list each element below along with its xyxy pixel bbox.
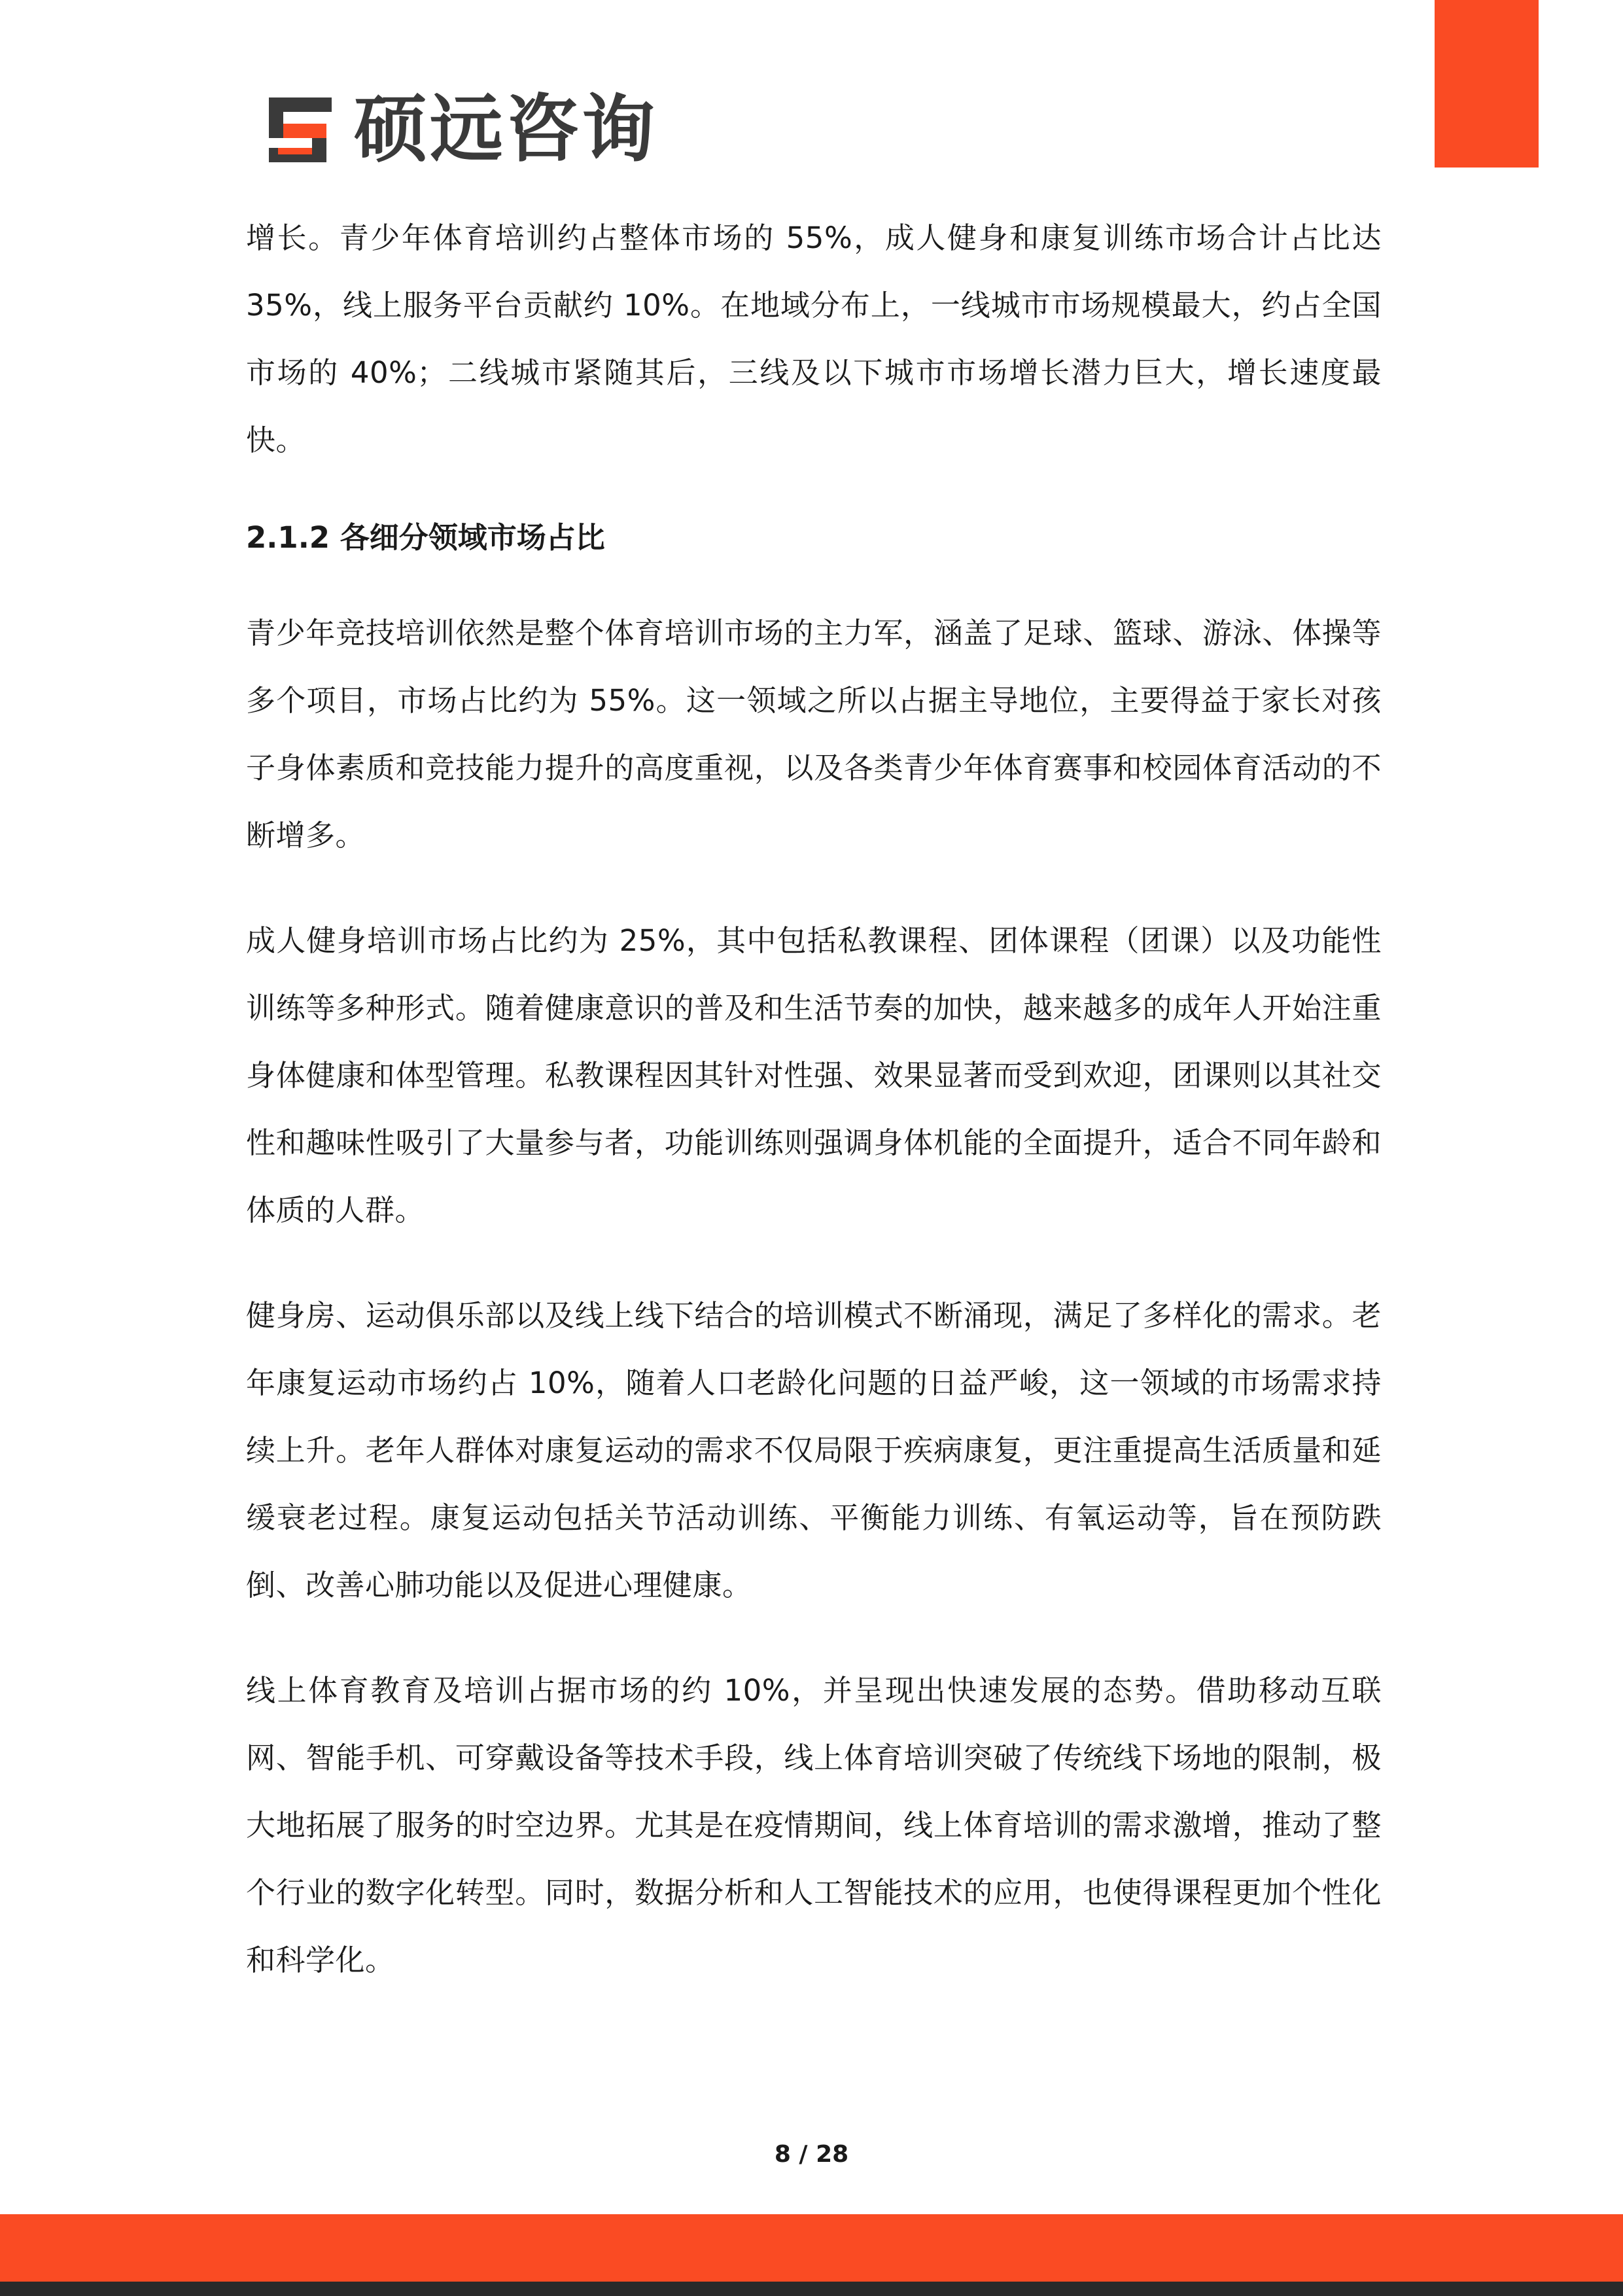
- corner-accent-block: [1435, 0, 1539, 168]
- logo-text: 硕远咨询: [354, 87, 657, 172]
- page-number: 8 / 28: [774, 2141, 849, 2168]
- document-body: [246, 204, 1382, 1994]
- paragraph: 健身房、运动俱乐部以及线上线下结合的培训模式不断涌现，满足了多样化的需求。老年康复运动市场约占 10%，随着人口老龄化问题的日益严峻，这一领域的市场需求持续上升。老年人群体对康复运动的需求不仅局限于疾病康复，更注重提高生活质量和延缓衰老过程。康复运动包括关节活动训练、平衡能力训练、有氧运动等，旨在预防跌倒、改善心肺功能以及促进心理健康。: [246, 1298, 1382, 1602]
- s-logo-icon: [264, 92, 342, 168]
- paragraph-continued: 增长。青少年体育培训约占整体市场的 55%，成人健身和康复训练市场合计占比达 35%，线上服务平台贡献约 10%。在地域分布上，一线城市市场规模最大，约占全国市场的 40%；二线城市紧随其后，三线及以下城市市场增长潜力巨大，增长速度最快。: [246, 221, 1382, 457]
- footer-dark-strip: [0, 2282, 1623, 2296]
- section-heading: 2.1.2 各细分领域市场占比: [246, 520, 605, 555]
- paragraph: 成人健身培训市场占比约为 25%，其中包括私教课程、团体课程（团课）以及功能性训练等多种形式。随着健康意识的普及和生活节奏的加快，越来越多的成年人开始注重身体健康和体型管理。私教课程因其针对性强、效果显著而受到欢迎，团课则以其社交性和趣味性吸引了大量参与者，功能训练则强调身体机能的全面提升，适合不同年龄和体质的人群。: [246, 923, 1382, 1227]
- paragraph: 青少年竞技培训依然是整个体育培训市场的主力军，涵盖了足球、篮球、游泳、体操等多个项目，市场占比约为 55%。这一领域之所以占据主导地位，主要得益于家长对孩子身体素质和竞技能力提升的高度重视，以及各类青少年体育赛事和校园体育活动的不断增多。: [246, 616, 1382, 853]
- paragraph: 线上体育教育及培训占据市场的约 10%，并呈现出快速发展的态势。借助移动互联网、智能手机、可穿戴设备等技术手段，线上体育培训突破了传统线下场地的限制，极大地拓展了服务的时空边界。尤其是在疫情期间，线上体育培训的需求激增，推动了整个行业的数字化转型。同时，数据分析和人工智能技术的应用，也使得课程更加个性化和科学化。: [246, 1673, 1382, 1977]
- company-logo: [264, 87, 657, 172]
- footer-accent-bar: [0, 2214, 1623, 2282]
